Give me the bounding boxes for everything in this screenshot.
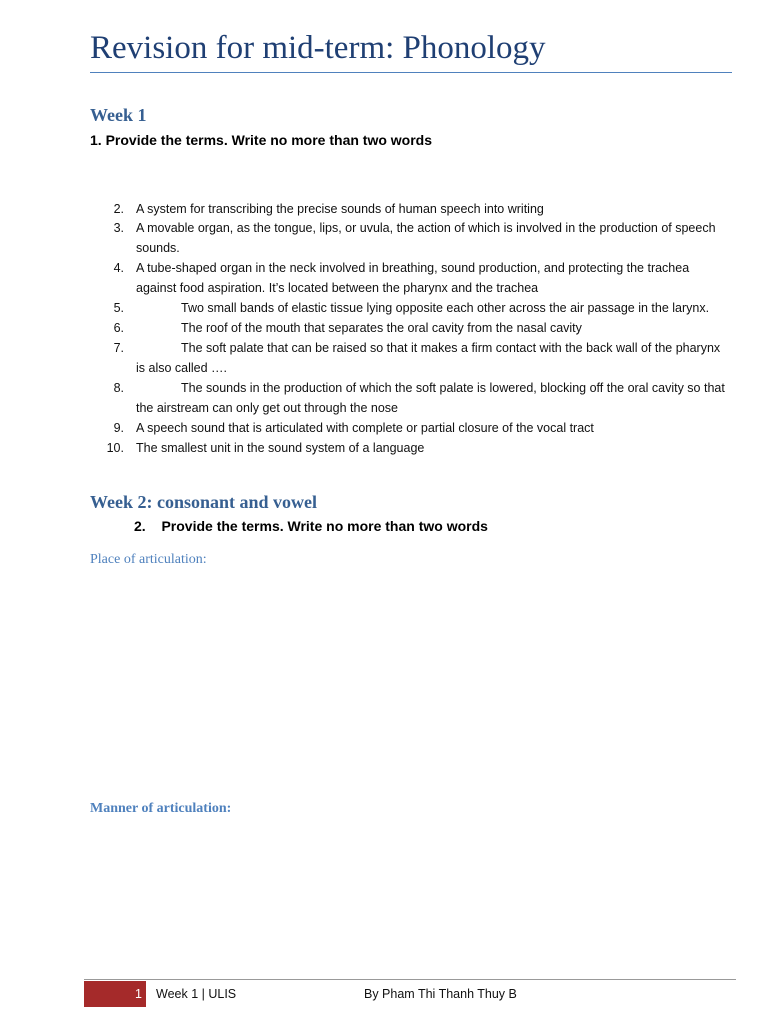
question-text: The smallest unit in the sound system of a language [136,441,425,455]
footer-author: By Pham Thi Thanh Thuy B [364,987,517,1001]
page-title: Revision for mid-term: Phonology [90,30,546,66]
page-number: 1 [135,987,142,1001]
week1-heading: Week 1 [90,105,147,125]
footer-divider [84,979,736,980]
instruction-number: 2. [134,518,146,534]
question-number: 7. [113,341,124,355]
footer-left-text: Week 1 | ULIS [156,987,237,1001]
manner-of-articulation-label: Manner of articulation: [90,801,232,816]
question-number: 2. [113,202,124,216]
question-text: The soft palate that can be raised so that it makes a firm contact with the back wall of the pharynx is also called …. [136,341,721,375]
instruction-text: Provide the terms. Write no more than two words [161,518,488,534]
question-text: Two small bands of elastic tissue lying opposite each other across the air passage in the larynx. [181,301,710,315]
question-text: The sounds in the production of which the soft palate is lowered, blocking off the oral cavity so that the airstream can only get out through the nose [136,381,725,415]
question-text: A system for transcribing the precise sounds of human speech into writing [136,202,544,216]
question-number: 5. [113,301,124,315]
question-number: 3. [113,221,124,235]
question-text: The roof of the mouth that separates the oral cavity from the nasal cavity [181,321,582,335]
question-number: 10. [106,441,124,455]
place-of-articulation-label: Place of articulation: [90,552,207,567]
question-number: 9. [113,421,124,435]
week2-heading: Week 2: consonant and vowel [90,492,318,512]
question-text: A movable organ, as the tongue, lips, or uvula, the action of which is involved in the production of speech sounds. [136,221,716,255]
question-text: A tube-shaped organ in the neck involved in breathing, sound production, and protecting the trachea against food aspiration. It’s located between the pharynx and the trachea [136,261,690,295]
week1-instruction: 1. Provide the terms. Write no more than two words [90,132,433,148]
question-number: 4. [113,261,124,275]
question-text: A speech sound that is articulated with complete or partial closure of the vocal tract [136,421,594,435]
title-divider [90,72,732,73]
question-number: 8. [113,381,124,395]
question-number: 6. [113,321,124,335]
week2-instruction [134,517,488,535]
